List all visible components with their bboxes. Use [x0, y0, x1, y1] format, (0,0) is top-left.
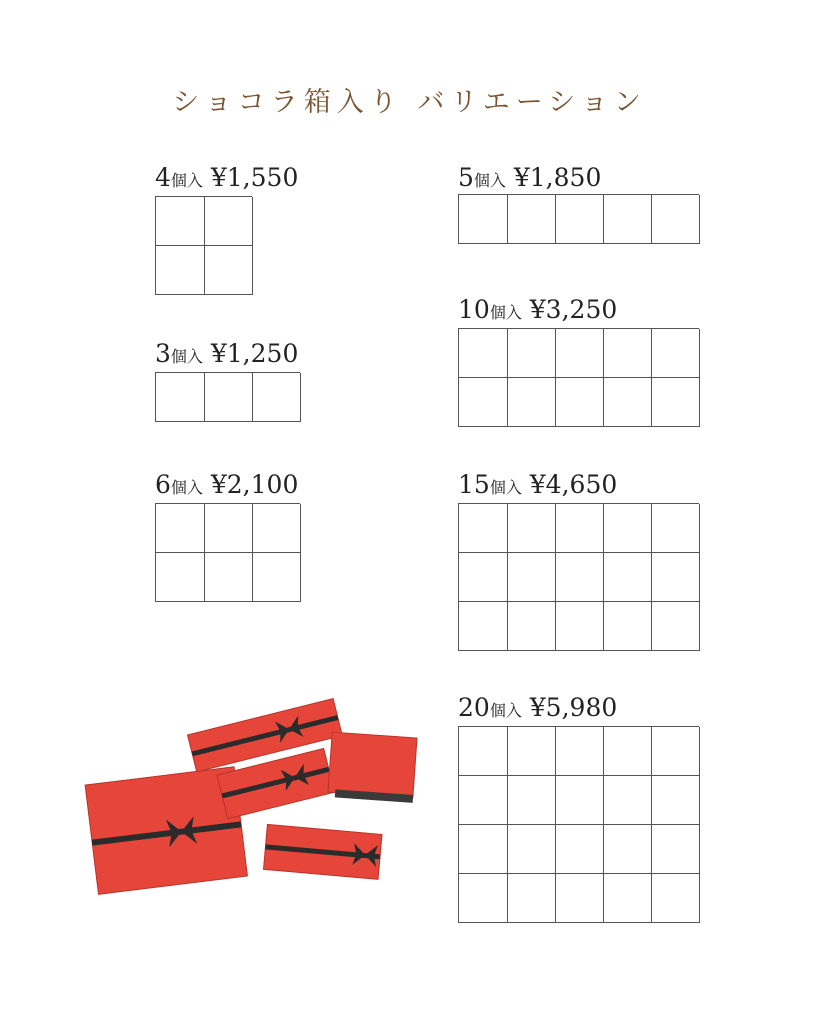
- chocolate-slot: [459, 329, 508, 378]
- red-gift-boxes-image: [80, 680, 430, 900]
- chocolate-slot: [459, 727, 508, 776]
- chocolate-slot: [459, 602, 508, 651]
- box-label-3: 3個入 ¥1,250: [155, 339, 299, 368]
- chocolate-slot: [204, 197, 253, 246]
- chocolate-slot: [507, 553, 556, 602]
- chocolate-slot: [204, 246, 253, 295]
- chocolate-slot: [555, 727, 604, 776]
- chocolate-slot: [603, 776, 652, 825]
- chocolate-slot: [555, 329, 604, 378]
- chocolate-slot: [603, 329, 652, 378]
- chocolate-slot: [507, 874, 556, 923]
- chocolate-slot: [651, 378, 700, 427]
- chocolate-slot: [156, 553, 205, 602]
- chocolate-slot: [651, 553, 700, 602]
- chocolate-slot: [555, 553, 604, 602]
- box-grid-20: [458, 726, 699, 923]
- chocolate-slot: [555, 825, 604, 874]
- chocolate-slot: [651, 825, 700, 874]
- chocolate-slot: [459, 195, 508, 244]
- box-grid-6: [155, 503, 300, 602]
- chocolate-slot: [651, 329, 700, 378]
- chocolate-slot: [459, 825, 508, 874]
- chocolate-slot: [603, 602, 652, 651]
- box-grid-10: [458, 328, 699, 427]
- chocolate-slot: [651, 874, 700, 923]
- chocolate-slot: [555, 195, 604, 244]
- chocolate-slot: [156, 246, 205, 295]
- chocolate-slot: [555, 378, 604, 427]
- box-grid-4: [155, 196, 252, 295]
- chocolate-slot: [252, 373, 301, 422]
- chocolate-slot: [507, 195, 556, 244]
- chocolate-slot: [603, 825, 652, 874]
- chocolate-slot: [603, 195, 652, 244]
- chocolate-slot: [651, 776, 700, 825]
- chocolate-slot: [204, 373, 253, 422]
- chocolate-slot: [204, 553, 253, 602]
- chocolate-slot: [651, 727, 700, 776]
- box-grid-5: [458, 194, 699, 244]
- box-label-6: 6個入 ¥2,100: [155, 470, 299, 499]
- box-label-5: 5個入 ¥1,850: [458, 163, 602, 192]
- chocolate-slot: [459, 378, 508, 427]
- chocolate-slot: [507, 329, 556, 378]
- chocolate-slot: [459, 504, 508, 553]
- chocolate-slot: [507, 602, 556, 651]
- chocolate-slot: [651, 504, 700, 553]
- chocolate-slot: [156, 373, 205, 422]
- chocolate-slot: [603, 378, 652, 427]
- chocolate-slot: [507, 504, 556, 553]
- chocolate-slot: [459, 776, 508, 825]
- chocolate-slot: [603, 727, 652, 776]
- chocolate-slot: [156, 197, 205, 246]
- chocolate-slot: [603, 504, 652, 553]
- chocolate-slot: [507, 727, 556, 776]
- chocolate-slot: [156, 504, 205, 553]
- box-grid-3: [155, 372, 300, 422]
- chocolate-slot: [555, 504, 604, 553]
- chocolate-slot: [555, 776, 604, 825]
- box-label-15: 15個入 ¥4,650: [458, 470, 618, 499]
- chocolate-slot: [252, 504, 301, 553]
- box-label-20: 20個入 ¥5,980: [458, 693, 618, 722]
- box-label-10: 10個入 ¥3,250: [458, 295, 618, 324]
- chocolate-slot: [555, 602, 604, 651]
- chocolate-slot: [651, 195, 700, 244]
- chocolate-slot: [603, 874, 652, 923]
- chocolate-slot: [252, 553, 301, 602]
- chocolate-slot: [459, 553, 508, 602]
- chocolate-slot: [651, 602, 700, 651]
- chocolate-slot: [507, 378, 556, 427]
- chocolate-slot: [507, 825, 556, 874]
- box-label-4: 4個入 ¥1,550: [155, 163, 299, 192]
- box-grid-15: [458, 503, 699, 651]
- chocolate-slot: [507, 776, 556, 825]
- chocolate-slot: [204, 504, 253, 553]
- chocolate-slot: [459, 874, 508, 923]
- page-title: ショコラ箱入り バリエーション: [172, 87, 647, 118]
- chocolate-slot: [603, 553, 652, 602]
- chocolate-slot: [555, 874, 604, 923]
